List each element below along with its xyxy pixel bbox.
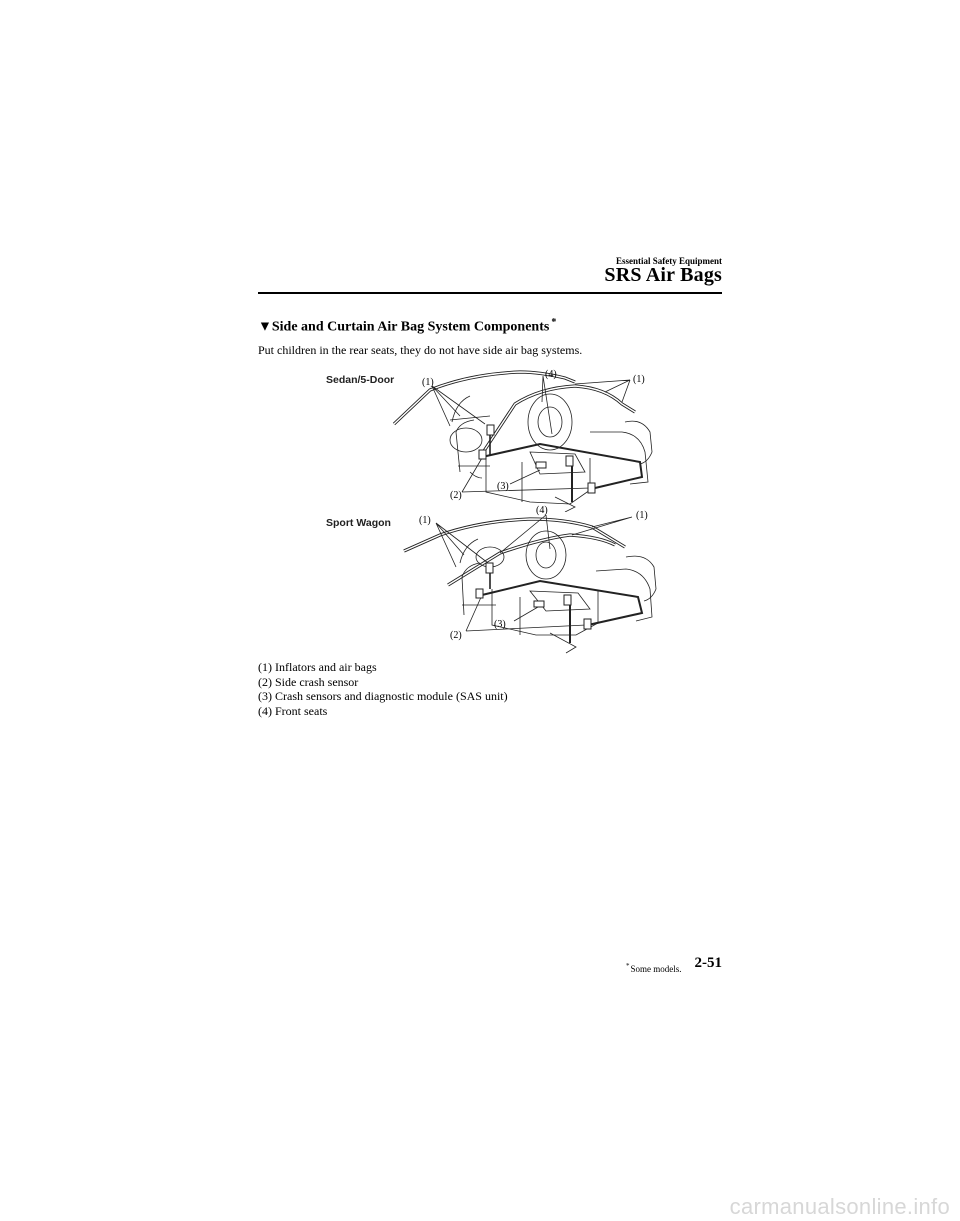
diagram-label-sedan: Sedan/5-Door: [326, 374, 395, 386]
section-header: Essential Safety Equipment: [615, 256, 722, 266]
callout-inflators-right: (1): [633, 374, 645, 385]
callout-inflators-right: (1): [636, 510, 648, 521]
callout-front-seats: (4): [545, 369, 557, 380]
footnote-text: Some models.: [630, 964, 682, 974]
header-divider: [258, 292, 722, 294]
sport-wagon-airbag-diagram: [400, 505, 662, 655]
sedan-airbag-diagram: [390, 362, 660, 512]
section-heading: [258, 317, 556, 336]
asterisk-mark: *: [551, 317, 557, 328]
callout-front-seats: (4): [536, 505, 548, 516]
intro-text: Put children in the rear seats, they do not have side air bag systems.: [258, 343, 583, 357]
page-number: 2-51: [694, 955, 722, 971]
callout-inflators-left: (1): [422, 377, 434, 388]
chapter-title: SRS Air Bags: [604, 264, 722, 286]
callout-inflators-left: (1): [419, 515, 431, 526]
watermark: carmanualsonline.info: [729, 1194, 950, 1219]
callout-sas-unit: (3): [497, 481, 509, 492]
legend-item: (2) Side crash sensor: [258, 674, 359, 689]
asterisk-mark: *: [626, 962, 630, 970]
footnote: [626, 962, 682, 974]
callout-side-sensor: (2): [450, 490, 462, 501]
heading-title: Side and Curtain Air Bag System Components: [271, 319, 550, 335]
callout-side-sensor: (2): [450, 630, 462, 641]
legend-item: (3) Crash sensors and diagnostic module (SAS unit): [258, 689, 508, 703]
callout-sas-unit: (3): [494, 619, 506, 630]
legend-list: [258, 660, 508, 718]
diagram-label-sport-wagon: Sport Wagon: [326, 517, 391, 529]
legend-item: (1) Inflators and air bags: [258, 660, 377, 674]
triangle-marker-icon: ▼: [258, 319, 272, 335]
legend-item: (4) Front seats: [258, 703, 328, 718]
